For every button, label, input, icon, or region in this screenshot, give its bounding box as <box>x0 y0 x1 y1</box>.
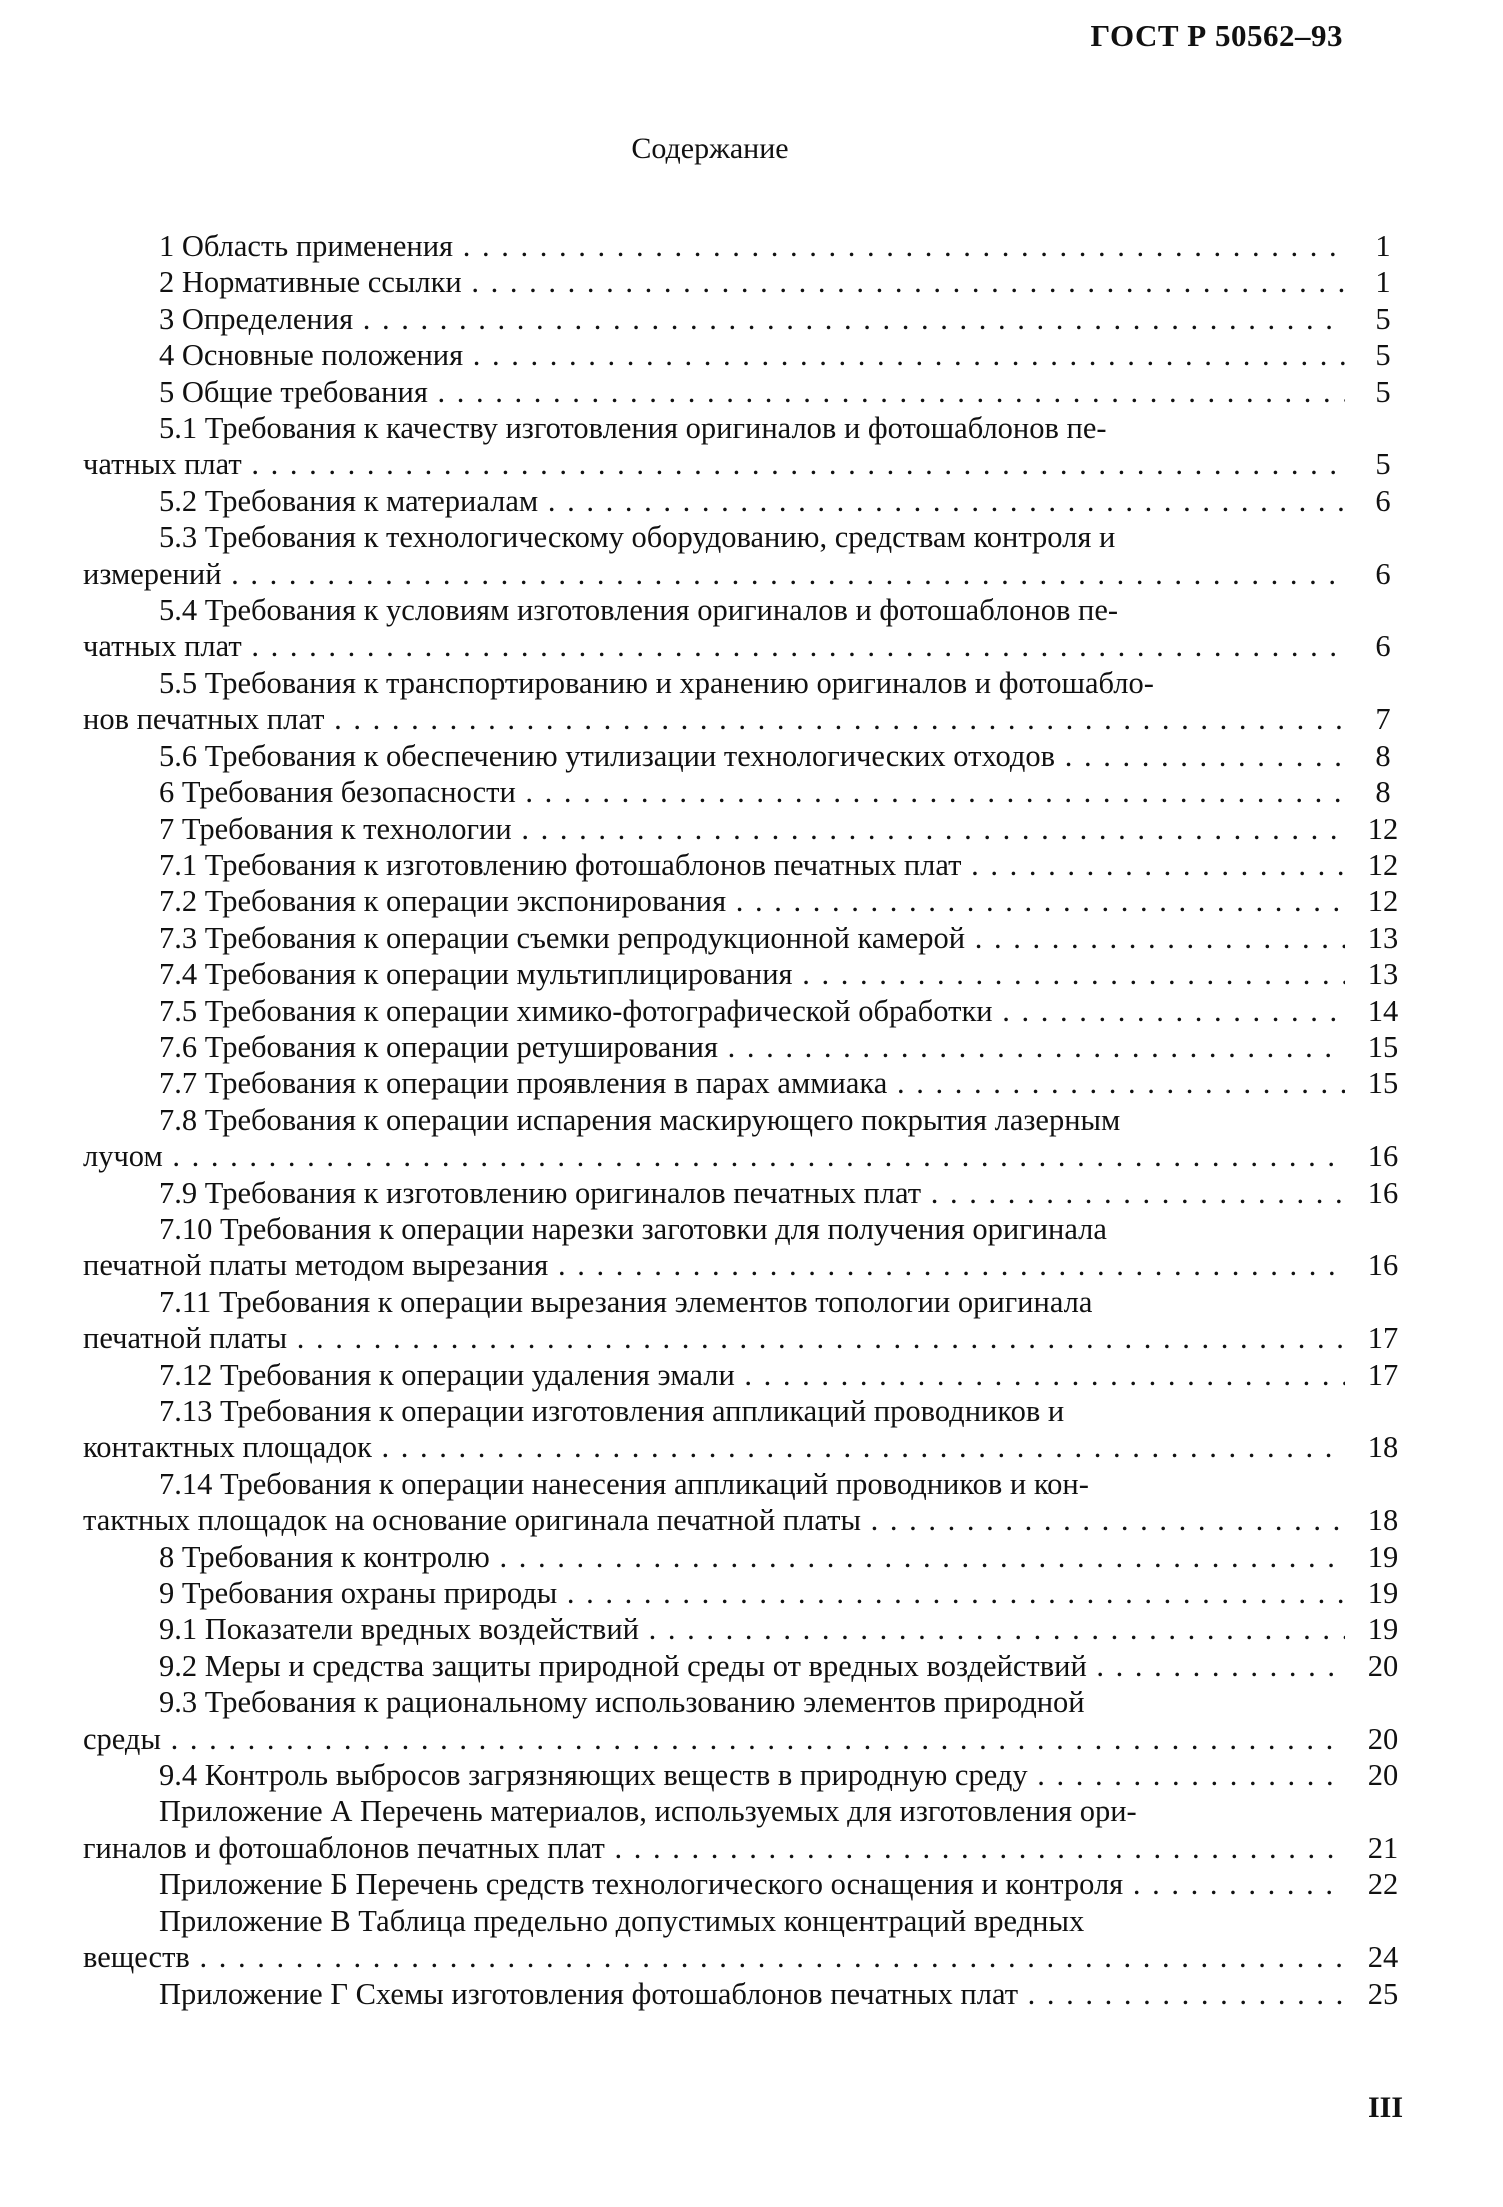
toc-entry <box>83 883 1413 919</box>
toc-entry-page-number: 21 <box>1367 1830 1399 1865</box>
toc-entry-title-continued: среды . . . <box>83 1721 1345 1757</box>
toc-entry-text <box>83 1539 1345 1575</box>
toc-entry-text <box>83 374 1345 410</box>
toc-entry <box>83 1575 1413 1611</box>
toc-entry-text <box>83 1029 1345 1065</box>
document-code: ГОСТ Р 50562–93 <box>1090 18 1343 53</box>
toc-entry-text <box>83 1102 1345 1175</box>
toc-entry-text <box>83 847 1345 883</box>
toc-entry-page-number: 20 <box>1367 1758 1399 1793</box>
toc-entry-text <box>83 410 1345 483</box>
toc-entry-title: 5.4 Требования к условиям изготовления оригиналов и фотошаблонов пе- <box>159 593 1119 628</box>
toc-entry <box>83 1793 1413 1866</box>
toc-entry-title: 1 Область применения . . . <box>83 228 1345 264</box>
toc-entry-page-number: 19 <box>1367 1612 1399 1647</box>
toc-entry-title: 7.8 Требования к операции испарения маскирующего покрытия лазерным <box>159 1102 1121 1137</box>
toc-entry-page-number: 19 <box>1367 1539 1399 1574</box>
table-of-contents <box>83 228 1413 2012</box>
toc-entry-page-number: 8 <box>1375 775 1391 810</box>
toc-entry <box>83 956 1413 992</box>
toc-entry-text <box>83 738 1345 774</box>
toc-entry-title: 3 Определения . . . <box>83 301 1345 337</box>
toc-entry-title-continued: контактных площадок . . . <box>83 1429 1345 1465</box>
toc-entry-title: 9.1 Показатели вредных воздействий . . . <box>83 1611 1345 1647</box>
toc-entry-page-number: 5 <box>1375 447 1391 482</box>
toc-entry-text <box>83 1357 1345 1393</box>
toc-entry-text <box>83 1976 1345 2012</box>
toc-entry <box>83 264 1413 300</box>
toc-entry-page-number: 18 <box>1367 1430 1399 1465</box>
toc-entry-page-number: 19 <box>1367 1576 1399 1611</box>
toc-entry-text <box>83 1466 1345 1539</box>
toc-entry <box>83 374 1413 410</box>
toc-entry-title-continued: гиналов и фотошаблонов печатных плат . . . <box>83 1830 1345 1866</box>
toc-entry-page-number: 12 <box>1367 884 1399 919</box>
toc-entry-title: Приложение Г Схемы изготовления фотошаблонов печатных плат . . . <box>83 1976 1345 2012</box>
toc-entry-title: 7.1 Требования к изготовлению фотошаблонов печатных плат . . . <box>83 847 1345 883</box>
toc-entry-title-continued: чатных плат . . . <box>83 446 1345 482</box>
toc-entry <box>83 665 1413 738</box>
toc-entry <box>83 993 1413 1029</box>
toc-entry <box>83 1757 1413 1793</box>
toc-entry-title: 4 Основные положения . . . <box>83 337 1345 373</box>
toc-entry-title: 5.3 Требования к технологическому оборудованию, средствам контроля и <box>159 520 1116 555</box>
toc-entry-title: 7.3 Требования к операции съемки репродукционной камерой . . . <box>83 920 1345 956</box>
toc-entry-page-number: 16 <box>1367 1139 1399 1174</box>
toc-entry <box>83 1029 1413 1065</box>
toc-entry-text <box>83 519 1345 592</box>
toc-entry-text <box>83 1065 1345 1101</box>
toc-entry-title: 7 Требования к технологии . . . <box>83 811 1345 847</box>
toc-entry-page-number: 20 <box>1367 1648 1399 1683</box>
toc-entry-page-number: 5 <box>1375 374 1391 409</box>
toc-entry-page-number: 1 <box>1375 265 1391 300</box>
toc-entry-title: 7.5 Требования к операции химико-фотографической обработки . . . <box>83 993 1345 1029</box>
toc-entry <box>83 1102 1413 1175</box>
toc-entry-text <box>83 1684 1345 1757</box>
toc-entry-text <box>83 1284 1345 1357</box>
toc-entry-text <box>83 1393 1345 1466</box>
toc-entry <box>83 1539 1413 1575</box>
toc-entry <box>83 483 1413 519</box>
toc-title: Содержание <box>631 132 789 165</box>
toc-entry-title: 5.6 Требования к обеспечению утилизации технологических отходов . . . <box>83 738 1345 774</box>
toc-entry-text <box>83 1175 1345 1211</box>
toc-entry <box>83 337 1413 373</box>
page-number: III <box>1367 2091 1403 2124</box>
toc-entry-page-number: 1 <box>1375 229 1391 263</box>
toc-entry-text <box>83 993 1345 1029</box>
toc-entry-title: 7.7 Требования к операции проявления в парах аммиака . . . <box>83 1065 1345 1101</box>
toc-entry-page-number: 6 <box>1375 483 1391 518</box>
toc-entry-page-number: 16 <box>1367 1248 1399 1283</box>
toc-entry <box>83 1175 1413 1211</box>
toc-entry-title: 7.2 Требования к операции экспонирования . . . <box>83 883 1345 919</box>
toc-entry-page-number: 22 <box>1367 1867 1399 1902</box>
toc-entry-title-continued: тактных площадок на основание оригинала печатной платы . . . <box>83 1502 1345 1538</box>
toc-entry-title: 5.1 Требования к качеству изготовления оригиналов и фотошаблонов пе- <box>159 411 1107 446</box>
toc-entry-page-number: 13 <box>1367 920 1399 955</box>
toc-entry-title: 9.4 Контроль выбросов загрязняющих веществ в природную среду . . . <box>83 1757 1345 1793</box>
toc-entry-page-number: 13 <box>1367 957 1399 992</box>
toc-entry-text <box>83 1866 1345 1902</box>
toc-entry <box>83 519 1413 592</box>
toc-entry-text <box>83 774 1345 810</box>
toc-entry <box>83 410 1413 483</box>
toc-entry-title: 7.12 Требования к операции удаления эмали . . . <box>83 1357 1345 1393</box>
toc-entry <box>83 1357 1413 1393</box>
toc-entry <box>83 1611 1413 1647</box>
toc-entry-title: 8 Требования к контролю . . . <box>83 1539 1345 1575</box>
toc-entry <box>83 1648 1413 1684</box>
toc-entry-title: 9.2 Меры и средства защиты природной среды от вредных воздействий . . . <box>83 1648 1345 1684</box>
toc-entry-title-continued: нов печатных плат . . . <box>83 701 1345 737</box>
toc-entry-page-number: 5 <box>1375 301 1391 336</box>
toc-entry-page-number: 25 <box>1367 1976 1399 2011</box>
toc-entry-text <box>83 337 1345 373</box>
toc-entry-title: 7.4 Требования к операции мультиплицирования . . . <box>83 956 1345 992</box>
toc-entry-page-number: 17 <box>1367 1321 1399 1356</box>
toc-entry-text <box>83 483 1345 519</box>
toc-entry-page-number: 16 <box>1367 1175 1399 1210</box>
toc-entry <box>83 920 1413 956</box>
toc-entry-title: 5.5 Требования к транспортированию и хранению оригиналов и фотошабло- <box>159 665 1154 700</box>
toc-entry-title: 7.6 Требования к операции ретуширования . . . <box>83 1029 1345 1065</box>
toc-entry <box>83 1393 1413 1466</box>
toc-entry-page-number: 14 <box>1367 993 1399 1028</box>
toc-entry-text <box>83 665 1345 738</box>
toc-entry-page-number: 5 <box>1375 338 1391 373</box>
toc-entry-page-number: 18 <box>1367 1503 1399 1538</box>
toc-entry-title: Приложение Б Перечень средств технологического оснащения и контроля . . . <box>83 1866 1345 1902</box>
toc-entry <box>83 847 1413 883</box>
toc-entry-title: 7.14 Требования к операции нанесения аппликаций проводников и кон- <box>159 1466 1089 1501</box>
toc-entry <box>83 738 1413 774</box>
toc-entry-page-number: 12 <box>1367 847 1399 882</box>
toc-entry-title: 2 Нормативные ссылки . . . <box>83 264 1345 300</box>
toc-entry-text <box>83 1211 1345 1284</box>
toc-entry-text <box>83 1793 1345 1866</box>
toc-entry-text <box>83 301 1345 337</box>
toc-entry-title-continued: лучом . . . <box>83 1138 1345 1174</box>
toc-entry <box>83 1284 1413 1357</box>
toc-entry-title-continued: печатной платы методом вырезания . . . <box>83 1247 1345 1283</box>
toc-entry <box>83 1684 1413 1757</box>
toc-entry <box>83 811 1413 847</box>
toc-entry-page-number: 15 <box>1367 1066 1399 1101</box>
toc-entry-text <box>83 1903 1345 1976</box>
toc-entry <box>83 1976 1413 2012</box>
toc-entry-page-number: 8 <box>1375 738 1391 773</box>
toc-entry-page-number: 17 <box>1367 1357 1399 1392</box>
toc-entry <box>83 592 1413 665</box>
toc-entry-title: 6 Требования безопасности . . . <box>83 774 1345 810</box>
toc-entry <box>83 1903 1413 1976</box>
toc-entry-page-number: 20 <box>1367 1721 1399 1756</box>
toc-entry <box>83 301 1413 337</box>
toc-entry-title: Приложение В Таблица предельно допустимых концентраций вредных <box>159 1903 1085 1938</box>
toc-entry-text <box>83 1648 1345 1684</box>
toc-entry-title: Приложение А Перечень материалов, используемых для изготовления ори- <box>159 1794 1137 1829</box>
toc-entry-title: 5.2 Требования к материалам . . . <box>83 483 1345 519</box>
toc-entry-text <box>83 1611 1345 1647</box>
toc-entry <box>83 228 1413 264</box>
toc-entry-page-number: 6 <box>1375 629 1391 664</box>
toc-entry-page-number: 24 <box>1367 1940 1399 1975</box>
toc-entry-title: 7.13 Требования к операции изготовления аппликаций проводников и <box>159 1394 1065 1428</box>
toc-entry <box>83 774 1413 810</box>
toc-entry-title-continued: печатной платы . . . <box>83 1320 1345 1356</box>
toc-entry-text <box>83 1757 1345 1793</box>
toc-entry-title: 7.11 Требования к операции вырезания элементов топологии оригинала <box>159 1284 1093 1319</box>
toc-entry <box>83 1466 1413 1539</box>
toc-entry-title: 7.9 Требования к изготовлению оригиналов печатных плат . . . <box>83 1175 1345 1211</box>
toc-entry-text <box>83 920 1345 956</box>
toc-entry-title-continued: веществ . . . <box>83 1939 1345 1975</box>
toc-entry-text <box>83 956 1345 992</box>
toc-entry-title: 7.10 Требования к операции нарезки заготовки для получения оригинала <box>159 1211 1107 1246</box>
toc-entry <box>83 1866 1413 1902</box>
toc-entry-text <box>83 228 1345 264</box>
toc-entry <box>83 1211 1413 1284</box>
toc-entry-page-number: 15 <box>1367 1029 1399 1064</box>
toc-entry-title: 5 Общие требования . . . <box>83 374 1345 410</box>
toc-entry-title-continued: измерений . . . <box>83 556 1345 592</box>
toc-entry-page-number: 7 <box>1375 702 1391 737</box>
toc-entry-page-number: 6 <box>1375 556 1391 591</box>
toc-entry-text <box>83 1575 1345 1611</box>
toc-entry-text <box>83 264 1345 300</box>
toc-entry-text <box>83 811 1345 847</box>
toc-entry-title: 9.3 Требования к рациональному использованию элементов природной <box>159 1685 1085 1720</box>
toc-entry-page-number: 12 <box>1367 811 1399 846</box>
toc-entry-text <box>83 883 1345 919</box>
toc-entry-text <box>83 592 1345 665</box>
toc-entry-title: 9 Требования охраны природы . . . <box>83 1575 1345 1611</box>
toc-entry-title-continued: чатных плат . . . <box>83 628 1345 664</box>
toc-entry <box>83 1065 1413 1101</box>
